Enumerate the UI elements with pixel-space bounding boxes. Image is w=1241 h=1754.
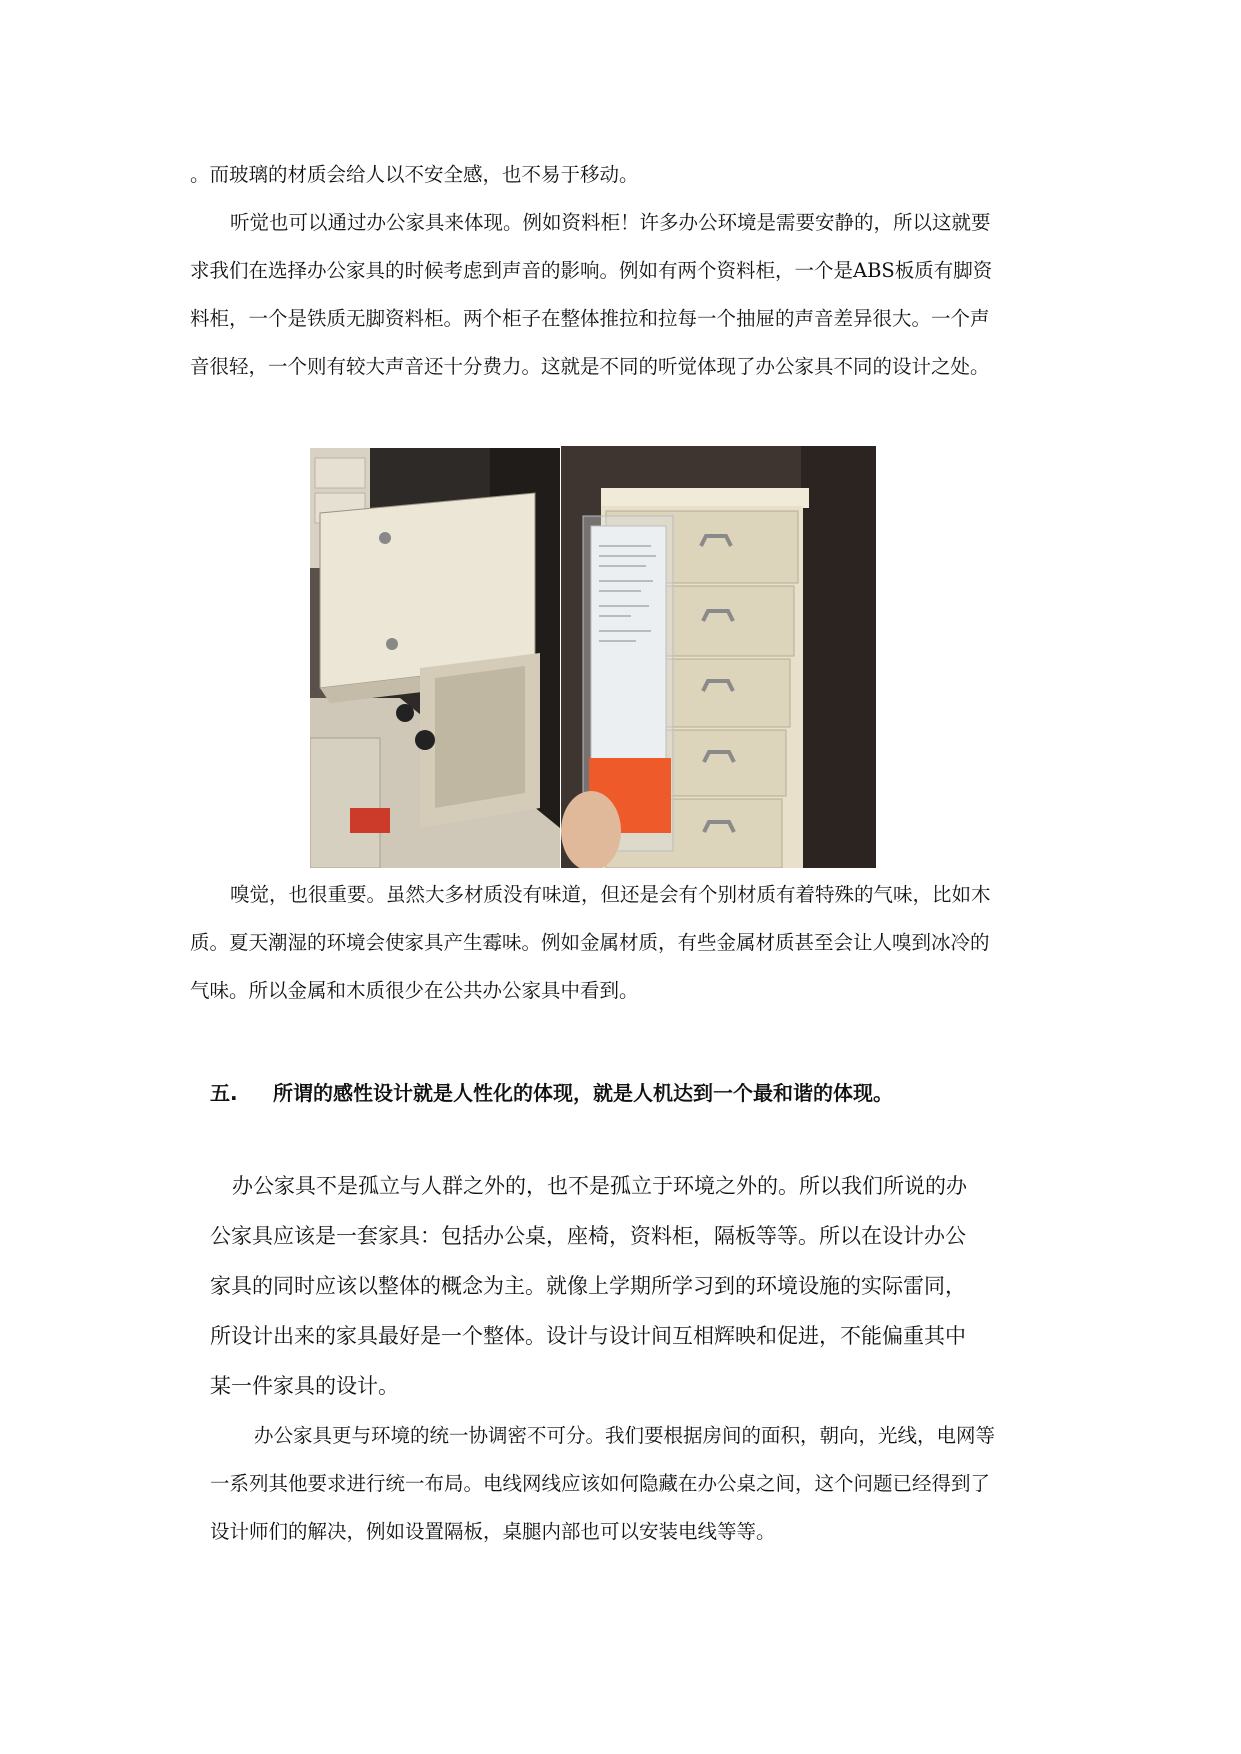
- drawer-cabinet-image: [310, 448, 560, 868]
- para3-line-1: 嗅觉，也很重要。虽然大多材质没有味道，但还是会有个别材质有着特殊的气味，比如木: [230, 883, 991, 906]
- para4-line-5: 某一件家具的设计。: [210, 1374, 399, 1398]
- para1-line-1: 。而玻璃的材质会给人以不安全感，也不易于移动。: [190, 163, 639, 186]
- para3-line-3: 气味。所以金属和木质很少在公共办公家具中看到。: [190, 979, 639, 1002]
- para5-line-1: 办公家具更与环境的统一协调密不可分。我们要根据房间的面积，朝向，光线，电网等: [254, 1424, 996, 1447]
- section-title: 所谓的感性设计就是人性化的体现，就是人机达到一个最和谐的体现。: [273, 1081, 893, 1105]
- section-number: 五.: [210, 1081, 238, 1105]
- para2-line-4: 音很轻，一个则有较大声音还十分费力。这就是不同的听觉体现了办公家具不同的设计之处。: [190, 355, 990, 378]
- para5-line-2: 一系列其他要求进行统一布局。电线网线应该如何隐藏在办公桌之间，这个问题已经得到了: [210, 1472, 991, 1495]
- photo-drawer-cabinet: [310, 448, 560, 868]
- para2-line-2: 求我们在选择办公家具的时候考虑到声音的影响。例如有两个资料柜，一个是ABS板质有脚资: [190, 259, 993, 282]
- para4-line-4: 所设计出来的家具最好是一个整体。设计与设计间互相辉映和促进，不能偏重其中: [210, 1324, 966, 1348]
- para4-line-3: 家具的同时应该以整体的概念为主。就像上学期所学习到的环境设施的实际雷同，: [210, 1274, 966, 1298]
- filing-cabinet-image: [561, 446, 876, 868]
- para2-line-3: 料柜，一个是铁质无脚资料柜。两个柜子在整体推拉和拉每一个抽屉的声音差异很大。一个声: [190, 307, 990, 330]
- para4-line-1: 办公家具不是孤立与人群之外的，也不是孤立于环境之外的。所以我们所说的办: [232, 1174, 967, 1198]
- para2-line-1: 听觉也可以通过办公家具来体现。例如资料柜！许多办公环境是需要安静的，所以这就要: [230, 211, 991, 234]
- para4-line-2: 公家具应该是一套家具：包括办公桌，座椅，资料柜，隔板等等。所以在设计办公: [210, 1224, 966, 1248]
- para3-line-2: 质。夏天潮湿的环境会使家具产生霉味。例如金属材质，有些金属材质甚至会让人嗅到冰冷的: [190, 931, 990, 954]
- para5-line-3: 设计师们的解决，例如设置隔板，桌腿内部也可以安装电线等等。: [210, 1520, 776, 1543]
- photo-filing-cabinet: [561, 446, 876, 868]
